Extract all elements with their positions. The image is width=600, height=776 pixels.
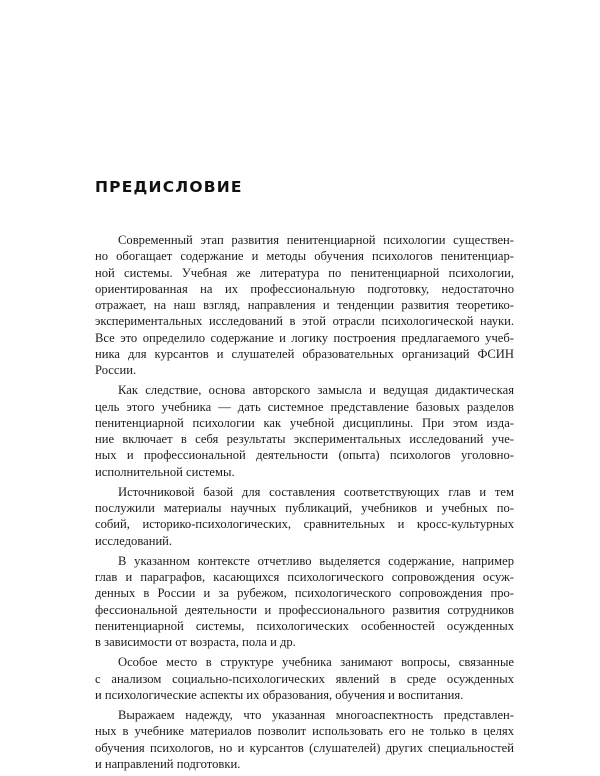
text-line: обучения психологов, но и курсантов (слушателей) других специальностей (95, 740, 514, 755)
text-line: ника для курсантов и слушателей образовательных организаций ФСИН (95, 346, 514, 361)
text-line: Как следствие, основа авторского замысла и ведущая дидактическая (118, 383, 514, 398)
text-line: глав и параграфов, касающихся психологического сопровождения осуж- (95, 570, 514, 584)
text-line: ние включает в себя результаты экспериментальных исследований уче- (95, 432, 514, 446)
text-line: но обогащает содержание и методы обучения психологов пенитенциар- (95, 249, 514, 264)
text-line: ориентированная на их профессиональную подготовку, недостаточно (95, 281, 514, 296)
chapter-heading: ПРЕДИСЛОВИЕ (95, 178, 243, 196)
text-line: послужили материалы научных публикаций, учебников и учебных по- (95, 501, 514, 515)
paragraph (95, 382, 514, 480)
text-line: денных в России и за рубежом, психологического сопровождения про- (95, 586, 514, 601)
preface-body (95, 232, 514, 776)
text-line: ной системы. Учебная же литература по пенитенциарной психологии, (95, 265, 514, 280)
text-line: пенитенциарной системы, психологических особенностей осужденных (95, 618, 514, 633)
text-line: с анализом социально-психологических явлений в среде осужденных (95, 671, 514, 686)
text-line: Выражаем надежду, что указанная многоаспектность представлен- (118, 708, 514, 722)
text-line: ных в учебнике материалов позволит использовать его не только в целях (95, 724, 514, 739)
text-line: Все это определило содержание и логику построения предлагаемого учеб- (95, 330, 514, 345)
text-line: пенитенциарной психологии как учебной дисциплины. При этом изда- (95, 415, 514, 430)
text-line: экспериментальных исследований в этой отрасли психологической науки. (95, 314, 514, 329)
text-line: Источниковой базой для составления соответствующих глав и тем (118, 484, 514, 499)
paragraph (95, 553, 514, 651)
paragraph (95, 484, 514, 549)
text-line: отражает, на наш взгляд, направления и тенденции развития теоретико- (95, 298, 514, 312)
text-line: В указанном контексте отчетливо выделяется содержание, например (118, 553, 514, 568)
text-line: собий, историко-психологических, сравнительных и кросс-культурных (95, 517, 514, 532)
paragraph (95, 232, 514, 378)
text-line: и психологические аспекты их образования, обучения и воспитания. (95, 687, 464, 702)
text-line: и направлений подготовки. (95, 756, 241, 771)
text-line: Особое место в структуре учебника занимают вопросы, связанные (118, 655, 514, 670)
text-line: фессиональной деятельности и профессионального развития сотрудников (95, 602, 514, 617)
text-line: России. (95, 363, 137, 377)
text-line: исполнительной системы. (95, 464, 235, 479)
paragraph (95, 654, 514, 703)
text-line: Современный этап развития пенитенциарной психологии существен- (118, 233, 514, 247)
text-line: ных и профессиональной деятельности (опыта) психологов уголовно- (95, 448, 514, 463)
paragraph (95, 707, 514, 772)
text-line: в зависимости от возраста, пола и др. (95, 635, 296, 649)
text-line: цель этого учебника — дать системное представление базовых разделов (95, 399, 514, 414)
text-line: исследований. (95, 533, 173, 548)
